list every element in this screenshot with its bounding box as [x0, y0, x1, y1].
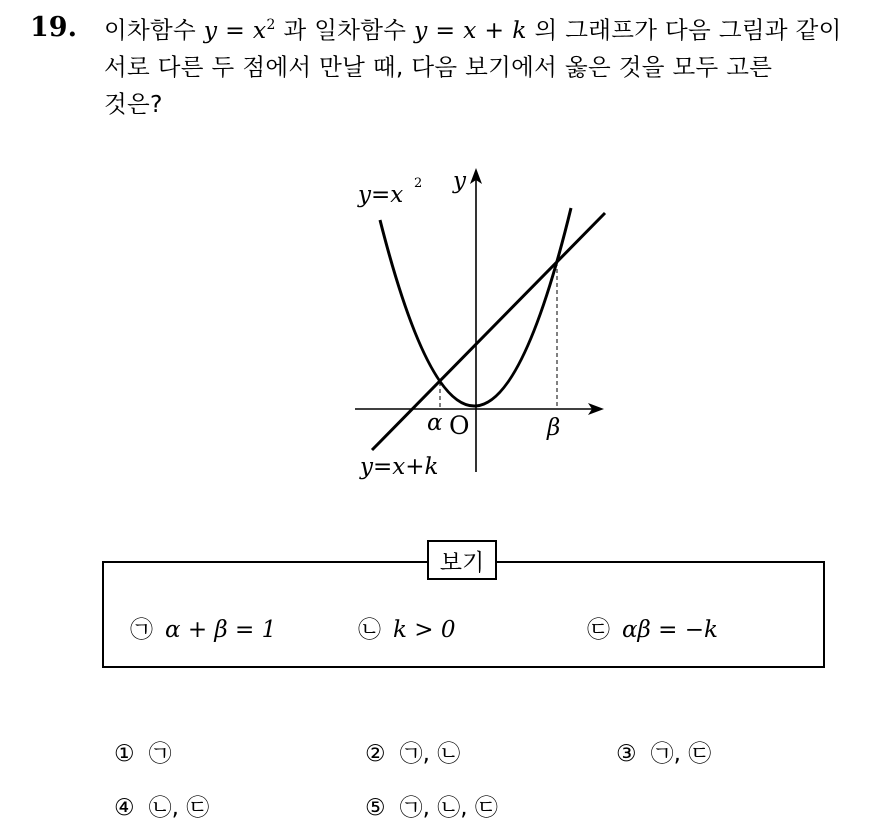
bogi-item-2-mark: ㉡	[358, 617, 381, 643]
parabola-label-exponent: 2	[414, 176, 423, 191]
beta-label: β	[547, 415, 561, 441]
question-line-3: 것은?	[104, 90, 163, 118]
equation-parabola-exponent: 2	[266, 17, 276, 33]
alpha-label: α	[427, 410, 443, 436]
choice-4-text: ㉡, ㉢	[148, 795, 210, 821]
choice-1-number: ①	[114, 741, 135, 767]
bogi-item-3	[587, 611, 718, 644]
choice-2-text: ㉠, ㉡	[399, 741, 461, 767]
choice-1[interactable]	[114, 735, 172, 768]
y-axis-label: y	[453, 168, 466, 194]
bogi-item-2-expr: k > 0	[393, 617, 456, 643]
bogi-item-1-expr: α + β = 1	[165, 617, 277, 643]
choice-5-text: ㉠, ㉡, ㉢	[399, 795, 498, 821]
choice-3-number: ③	[616, 741, 637, 767]
bogi-item-1-mark: ㉠	[130, 617, 153, 643]
question-line-2: 서로 다른 두 점에서 만날 때, 다음 보기에서 옳은 것을 모두 고른	[104, 53, 773, 81]
bogi-item-1	[130, 611, 276, 644]
choice-5-number: ⑤	[365, 795, 386, 821]
origin-label: O	[449, 411, 470, 440]
bogi-item-3-mark: ㉢	[587, 617, 610, 643]
choice-5[interactable]	[365, 789, 498, 822]
choice-1-text: ㉠	[148, 741, 172, 767]
question-line-1	[104, 12, 864, 49]
choice-3[interactable]	[616, 735, 711, 768]
bogi-item-3-expr: αβ = −k	[622, 617, 718, 643]
question-line-1-a: 이차함수	[104, 16, 204, 44]
equation-line: y = x + k	[414, 16, 527, 44]
equation-parabola: y = x	[203, 16, 267, 44]
choice-3-text: ㉠, ㉢	[650, 741, 712, 767]
question-text	[104, 12, 864, 123]
line-label: y=x+k	[360, 454, 439, 480]
question-number: 19.	[30, 12, 77, 43]
line-graph	[372, 213, 605, 450]
choice-2-number: ②	[365, 741, 386, 767]
question-line-1-b: 과 일차함수	[275, 16, 414, 44]
question-line-1-c: 의 그래프가 다음 그림과 같이	[526, 16, 842, 44]
bogi-title: 보기	[427, 540, 497, 580]
choice-4[interactable]	[114, 789, 209, 822]
choice-4-number: ④	[114, 795, 135, 821]
parabola-label: y=x	[358, 182, 404, 208]
bogi-item-2	[358, 611, 455, 644]
choice-2[interactable]	[365, 735, 460, 768]
function-graph	[340, 160, 620, 480]
